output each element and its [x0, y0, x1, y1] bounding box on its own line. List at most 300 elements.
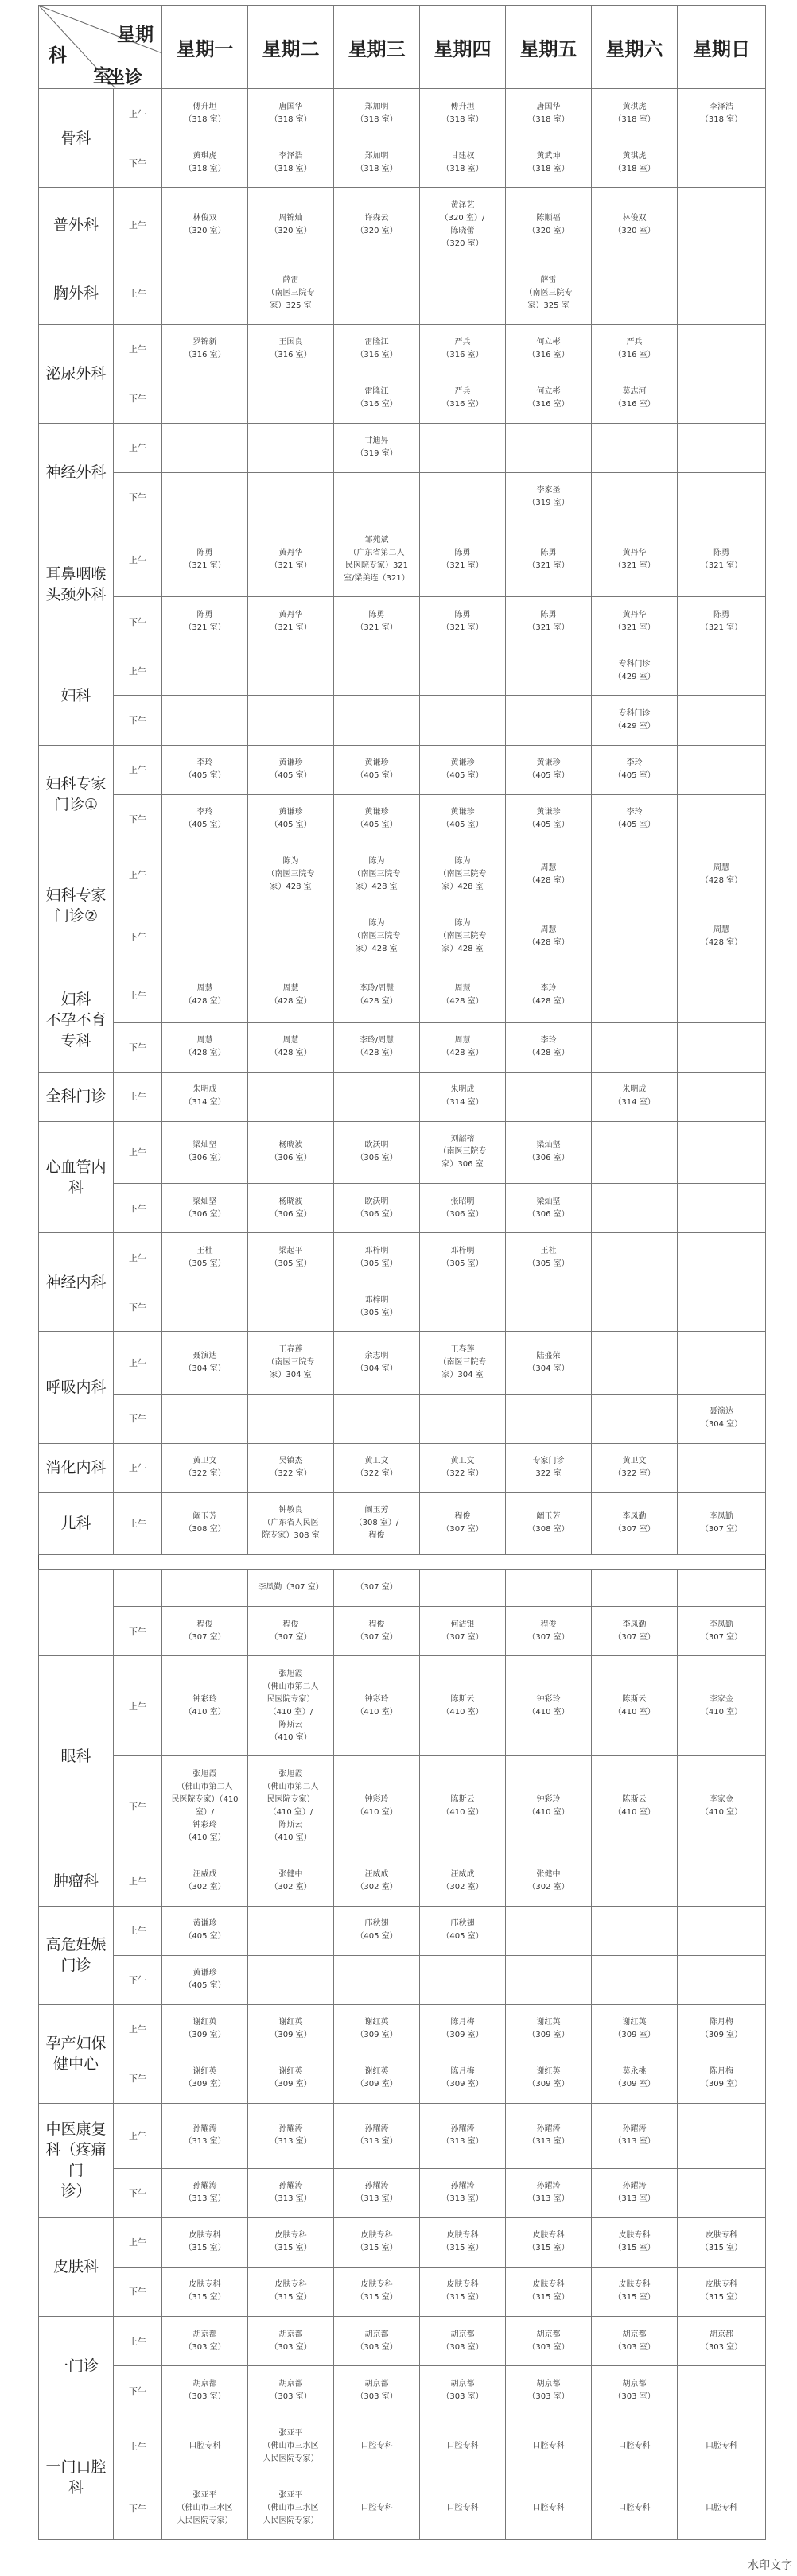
doctor-name: 张旭霞 [192, 1769, 217, 1779]
doctor-name: 谢红英 [536, 2067, 561, 2077]
doctor-detail: （308 室） [527, 1525, 570, 1534]
schedule-cell [162, 2104, 248, 2169]
doctor-detail: 民医院专家）321 [344, 561, 409, 570]
schedule-cell [678, 188, 766, 262]
schedule-cell [592, 2415, 678, 2477]
session-label: 上午 [114, 188, 162, 262]
schedule-cell [162, 138, 248, 188]
doctor-name: 罗锦新 [192, 338, 217, 347]
doctor-detail: （南医三院专 [266, 1357, 315, 1367]
doctor-detail: 家）304 室 [270, 1370, 312, 1379]
doctor-detail: （南医三院专 [438, 932, 487, 941]
schedule-cell [592, 696, 678, 745]
doctor-name: 谢红英 [278, 2067, 303, 2077]
doctor-name: 莫志河 [622, 387, 647, 397]
doctor-detail: （308 室） [184, 1525, 226, 1534]
doctor-name: 李家金 [710, 1794, 733, 1804]
doctor-detail: （428 室） [700, 938, 743, 948]
schedule-cell [678, 1492, 766, 1554]
schedule-cell [420, 1184, 506, 1233]
schedule-cell [162, 1022, 248, 1072]
doctor-detail: （309 室） [700, 2031, 743, 2040]
doctor-detail: 钟彩玲 [192, 1820, 217, 1829]
schedule-cell [162, 1184, 248, 1233]
doctor-name: 皮肤专科 [532, 2280, 565, 2290]
schedule-cell [592, 2104, 678, 2169]
doctor-name: 口腔专科 [618, 2503, 651, 2512]
doctor-name: 汪威成 [192, 1869, 217, 1879]
schedule-row [39, 2267, 766, 2316]
doctor-detail: （304 室） [700, 1420, 743, 1430]
doctor-name: 阚玉芳 [364, 1506, 389, 1515]
doctor-detail: （307 室） [527, 1632, 570, 1642]
doctor-name: 何立彬 [536, 338, 561, 347]
department-cell [39, 2217, 114, 2316]
session-label: 下午 [114, 1607, 162, 1656]
doctor-name: 黄谦珍 [278, 808, 303, 817]
schedule-row [39, 1856, 766, 1906]
doctor-detail: （410 室） [700, 1707, 743, 1717]
doctor-name: 周锦灿 [278, 213, 303, 223]
schedule-cell [420, 646, 506, 696]
doctor-detail: （410 室） [184, 1707, 226, 1717]
schedule-cell [162, 1121, 248, 1183]
doctor-name: 莫永桃 [622, 2067, 647, 2077]
doctor-name: 谢红英 [364, 2018, 389, 2027]
doctor-detail: （303 室） [441, 2392, 484, 2401]
page-break-gap [39, 1554, 766, 1569]
doctor-name: 杨晓波 [278, 1197, 303, 1206]
department-name-line: 中医康复 [45, 2120, 107, 2139]
doctor-detail: （318 室） [527, 114, 570, 124]
doctor-name: 张旭霞 [278, 1669, 303, 1678]
schedule-row [39, 1184, 766, 1233]
doctor-detail: （321 室） [184, 623, 226, 632]
department-name-line: 门诊② [53, 907, 99, 925]
schedule-cell [506, 844, 592, 906]
session-label: 下午 [114, 138, 162, 188]
doctor-name: 邹苑斌 [364, 535, 389, 545]
doctor-name: 周慧 [540, 863, 557, 873]
schedule-cell [334, 1332, 420, 1394]
doctor-detail: （410 室） [356, 1707, 398, 1717]
doctor-detail: （313 室） [613, 2194, 655, 2204]
schedule-cell [420, 1656, 506, 1756]
schedule-cell [162, 794, 248, 844]
doctor-detail: （410 室） [527, 1707, 570, 1717]
doctor-detail: （303 室） [613, 2342, 655, 2352]
doctor-detail: （318 室） [441, 114, 484, 124]
department-name-line: 门诊 [60, 1957, 91, 1975]
schedule-cell [420, 906, 506, 968]
doctor-detail: （428 室） [527, 938, 570, 948]
schedule-cell [678, 1656, 766, 1756]
schedule-cell [678, 2317, 766, 2366]
schedule-cell [678, 1394, 766, 1443]
department-cell [39, 2004, 114, 2103]
doctor-detail: （313 室） [184, 2137, 226, 2147]
doctor-detail: （410 室）/ [268, 1707, 313, 1717]
schedule-cell [592, 844, 678, 906]
doctor-name: 周慧 [454, 1036, 471, 1046]
schedule-cell [334, 2054, 420, 2103]
schedule-cell [420, 794, 506, 844]
schedule-cell [678, 2267, 766, 2316]
schedule-cell [420, 374, 506, 423]
schedule-cell [420, 2168, 506, 2217]
doctor-name: 李玲/周慧 [359, 1036, 395, 1046]
doctor-detail: （405 室） [270, 771, 312, 781]
doctor-name: 黄丹华 [622, 548, 647, 557]
session-label: 下午 [114, 2168, 162, 2217]
session-label: 上午 [114, 1906, 162, 1955]
doctor-name: 程俊 [282, 1620, 299, 1629]
schedule-cell [248, 2267, 334, 2316]
schedule-cell [248, 745, 334, 794]
doctor-name: 胡京都 [622, 2330, 647, 2339]
schedule-cell [248, 2217, 334, 2267]
department-name-line: 高危妊娠 [45, 1936, 107, 1954]
doctor-name: 程俊 [196, 1620, 213, 1629]
doctor-detail: 家）428 室 [441, 883, 484, 892]
schedule-cell [162, 1332, 248, 1394]
doctor-detail: （410 室） [700, 1807, 743, 1817]
doctor-detail: （315 室） [184, 2244, 226, 2253]
department-cell [39, 1443, 114, 1492]
doctor-detail: （313 室） [356, 2194, 398, 2204]
doctor-detail: （405 室） [184, 821, 226, 830]
schedule-cell [506, 2477, 592, 2539]
doctor-name: 何洁银 [450, 1620, 475, 1629]
doctor-detail: （320 室） [356, 226, 398, 235]
schedule-cell [420, 2415, 506, 2477]
doctor-detail: （318 室） [356, 164, 398, 173]
schedule-cell [248, 2054, 334, 2103]
doctor-name: 专家门诊 [532, 1457, 565, 1466]
doctor-detail: （305 室） [270, 1259, 312, 1268]
schedule-cell [248, 696, 334, 745]
department-cell [39, 646, 114, 745]
schedule-cell [420, 2004, 506, 2054]
doctor-detail: （428 室） [441, 1049, 484, 1058]
schedule-cell [592, 2477, 678, 2539]
session-label: 上午 [114, 2317, 162, 2366]
doctor-name: 专科门诊 [618, 659, 651, 669]
doctor-detail: （405 室） [184, 1981, 226, 1991]
schedule-cell [248, 2317, 334, 2366]
schedule-cell [162, 1656, 248, 1756]
schedule-cell [420, 423, 506, 472]
doctor-name: 孙耀涛 [192, 2124, 217, 2134]
day-header: 星期一 [162, 6, 248, 89]
doctor-detail: （315 室） [441, 2293, 484, 2302]
doctor-name: 胡京都 [364, 2330, 389, 2339]
doctor-detail: （320 室） [527, 226, 570, 235]
doctor-name: 陈勇 [713, 548, 729, 557]
session-label: 下午 [114, 597, 162, 646]
doctor-detail: （410 室） [356, 1807, 398, 1817]
doctor-detail: （303 室） [527, 2342, 570, 2352]
doctor-detail: （321 室） [527, 623, 570, 632]
doctor-name: 程俊 [454, 1512, 471, 1522]
doctor-name: 口腔专科 [446, 2441, 479, 2450]
department-name-line: 妇科 [60, 686, 91, 704]
department-cell [39, 745, 114, 844]
schedule-cell [592, 138, 678, 188]
schedule-cell [334, 597, 420, 646]
schedule-cell [678, 1072, 766, 1121]
schedule-cell [506, 2054, 592, 2103]
schedule-cell [506, 1022, 592, 1072]
doctor-name: 邓梓明 [364, 1246, 389, 1255]
schedule-cell [678, 2217, 766, 2267]
corner-header [39, 6, 162, 89]
doctor-name: 黄丹华 [278, 548, 303, 557]
doctor-name: 皮肤专科 [446, 2280, 479, 2290]
schedule-cell [506, 2415, 592, 2477]
doctor-detail: （318 室） [356, 114, 398, 124]
header-row [39, 6, 766, 89]
schedule-cell [506, 262, 592, 324]
doctor-detail: （广东省人民医 [262, 1519, 319, 1528]
doctor-detail: （315 室） [700, 2244, 743, 2253]
schedule-cell [334, 968, 420, 1023]
schedule-cell [248, 2168, 334, 2217]
doctor-name: 黄卫文 [622, 1457, 647, 1466]
department-cell [39, 1492, 114, 1554]
schedule-cell [420, 324, 506, 374]
doctor-detail: （320 室）/ [440, 213, 485, 223]
schedule-cell [334, 2168, 420, 2217]
doctor-name: 口腔专科 [189, 2441, 221, 2450]
schedule-cell [678, 794, 766, 844]
schedule-row [39, 2054, 766, 2103]
doctor-detail: （410 室） [613, 1807, 655, 1817]
doctor-detail: （南医三院专 [524, 288, 573, 297]
schedule-cell [162, 2317, 248, 2366]
doctor-detail: （428 室） [270, 996, 312, 1006]
schedule-cell [506, 906, 592, 968]
doctor-name: 孙耀涛 [364, 2124, 389, 2134]
session-label: 下午 [114, 2267, 162, 2316]
doctor-name: 汪威成 [450, 1869, 475, 1879]
doctor-detail: （303 室） [441, 2342, 484, 2352]
session-label: 上午 [114, 2104, 162, 2169]
schedule-cell [248, 262, 334, 324]
doctor-detail: 室/梁美连（321） [344, 573, 410, 583]
schedule-table [38, 5, 766, 2540]
schedule-cell [162, 1906, 248, 1955]
doctor-detail: 陈斯云 [278, 1820, 303, 1829]
schedule-cell [248, 2104, 334, 2169]
doctor-detail: （410 室） [270, 1833, 312, 1842]
schedule-cell [506, 1756, 592, 1856]
doctor-name: （307 室） [356, 1583, 398, 1593]
schedule-row [39, 1569, 766, 1606]
doctor-name: 口腔专科 [706, 2441, 737, 2450]
doctor-detail: （316 室） [441, 351, 484, 360]
doctor-name: 吴镇杰 [278, 1457, 303, 1466]
schedule-row [39, 2104, 766, 2169]
doctor-name: 朱明成 [192, 1085, 217, 1095]
doctor-detail: （318 室） [184, 114, 226, 124]
schedule-cell [162, 2267, 248, 2316]
schedule-cell [592, 1656, 678, 1756]
doctor-name: 陈顺福 [536, 213, 561, 223]
schedule-cell [162, 89, 248, 138]
department-name-line: 科（疼痛门 [45, 2141, 107, 2180]
doctor-name: 陈勇 [196, 548, 213, 557]
schedule-cell [248, 1072, 334, 1121]
doctor-name: 陈月梅 [450, 2018, 475, 2027]
schedule-cell [420, 1282, 506, 1332]
schedule-cell [678, 1856, 766, 1906]
doctor-name: 陈为 [454, 919, 471, 929]
schedule-cell [248, 1282, 334, 1332]
schedule-cell [420, 745, 506, 794]
schedule-cell [592, 794, 678, 844]
doctor-name: 胡京都 [192, 2379, 217, 2388]
schedule-cell [506, 324, 592, 374]
schedule-cell [248, 423, 334, 472]
doctor-name: 李玲 [626, 808, 643, 817]
schedule-cell [162, 522, 248, 597]
day-header: 星期二 [248, 6, 334, 89]
department-cell [39, 1656, 114, 1856]
doctor-name: 周慧 [196, 1036, 213, 1046]
doctor-name: 程俊 [368, 1620, 385, 1629]
doctor-name: 傅升坦 [192, 102, 217, 111]
schedule-cell [592, 423, 678, 472]
schedule-cell [420, 188, 506, 262]
schedule-cell [506, 2317, 592, 2366]
doctor-detail: （314 室） [441, 1098, 484, 1108]
schedule-cell [506, 794, 592, 844]
doctor-detail: （309 室） [527, 2031, 570, 2040]
doctor-name: 李凤勤 [710, 1620, 733, 1629]
department-cell [39, 2317, 114, 2415]
schedule-cell [592, 597, 678, 646]
doctor-detail: （307 室） [613, 1525, 655, 1534]
department-name-line: 科 [68, 1178, 84, 1197]
schedule-cell [506, 1443, 592, 1492]
doctor-detail: （314 室） [184, 1098, 226, 1108]
session-label: 上午 [114, 2004, 162, 2054]
schedule-cell [420, 2477, 506, 2539]
department-cell [39, 1569, 114, 1655]
doctor-detail: （309 室） [441, 2080, 484, 2089]
department-cell [39, 1072, 114, 1121]
schedule-cell [162, 472, 248, 522]
doctor-detail: （302 室） [441, 1882, 484, 1891]
schedule-cell [592, 1121, 678, 1183]
doctor-detail: （322 室） [270, 1469, 312, 1479]
schedule-cell [506, 1569, 592, 1606]
doctor-name: 邝秋翅 [450, 1919, 475, 1929]
schedule-cell [162, 745, 248, 794]
doctor-name: 阚玉芳 [192, 1512, 217, 1522]
session-label: 上午 [114, 1492, 162, 1554]
schedule-row [39, 1492, 766, 1554]
department-name-line: 泌尿外科 [45, 365, 107, 383]
doctor-detail: 人民医院专家） [262, 2454, 319, 2463]
doctor-name: 林俊双 [192, 213, 217, 223]
doctor-name: 钟彩玲 [536, 1794, 561, 1804]
doctor-detail: （309 室） [184, 2080, 226, 2089]
schedule-cell [162, 1756, 248, 1856]
schedule-cell [248, 1955, 334, 2004]
doctor-name: 邓梓明 [364, 1295, 389, 1305]
corner-shift-label: 坐诊 [107, 68, 142, 88]
doctor-detail: （315 室） [527, 2244, 570, 2253]
doctor-detail: 程俊 [368, 1531, 385, 1541]
doctor-name: 雷隆江 [364, 387, 389, 397]
schedule-row [39, 2168, 766, 2217]
doctor-detail: （405 室） [527, 771, 570, 781]
doctor-name: 皮肤专科 [360, 2280, 393, 2290]
schedule-cell [506, 2168, 592, 2217]
schedule-cell [162, 906, 248, 968]
schedule-cell [678, 522, 766, 597]
doctor-detail: （322 室） [356, 1469, 398, 1479]
schedule-cell [334, 1184, 420, 1233]
schedule-cell [334, 844, 420, 906]
doctor-name: 李玲 [196, 808, 213, 817]
doctor-name: 皮肤专科 [446, 2231, 479, 2240]
schedule-cell [678, 1569, 766, 1606]
schedule-cell [678, 2104, 766, 2169]
doctor-name: 陈斯云 [622, 1694, 647, 1704]
doctor-detail: （307 室） [356, 1632, 398, 1642]
doctor-name: 张昭明 [450, 1197, 475, 1206]
doctor-name: 张亚平 [192, 2490, 217, 2500]
schedule-cell [248, 1906, 334, 1955]
doctor-name: 胡京都 [536, 2330, 561, 2339]
doctor-detail: （315 室） [356, 2293, 398, 2302]
doctor-detail: （佛山市三水区 [177, 2503, 233, 2512]
schedule-cell [334, 1022, 420, 1072]
session-label: 上午 [114, 262, 162, 324]
doctor-detail: （303 室） [356, 2342, 398, 2352]
doctor-detail: （南医三院专 [352, 932, 401, 941]
schedule-cell [506, 188, 592, 262]
session-label: 下午 [114, 1394, 162, 1443]
doctor-name: 聂演达 [710, 1407, 733, 1417]
schedule-cell [506, 472, 592, 522]
schedule-cell [248, 522, 334, 597]
doctor-name: 欧沃明 [364, 1141, 389, 1150]
doctor-detail: （316 室） [270, 351, 312, 360]
doctor-detail: （307 室） [613, 1632, 655, 1642]
doctor-name: 孙耀涛 [450, 2182, 475, 2191]
doctor-detail: （321 室） [441, 561, 484, 570]
doctor-name: 汪威成 [364, 1869, 389, 1879]
schedule-row [39, 2415, 766, 2477]
schedule-cell [162, 262, 248, 324]
schedule-row [39, 2477, 766, 2539]
schedule-row [39, 188, 766, 262]
doctor-name: 皮肤专科 [706, 2231, 737, 2240]
department-name-line: 皮肤科 [52, 2258, 99, 2276]
doctor-name: 李凤勤（307 室） [258, 1583, 324, 1593]
schedule-cell [334, 1282, 420, 1332]
doctor-detail: （316 室） [356, 400, 398, 409]
schedule-cell [248, 1121, 334, 1183]
session-label: 上午 [114, 1656, 162, 1756]
doctor-detail: （410 室） [441, 1707, 484, 1717]
doctor-detail: （405 室） [356, 1932, 398, 1942]
schedule-cell [248, 324, 334, 374]
